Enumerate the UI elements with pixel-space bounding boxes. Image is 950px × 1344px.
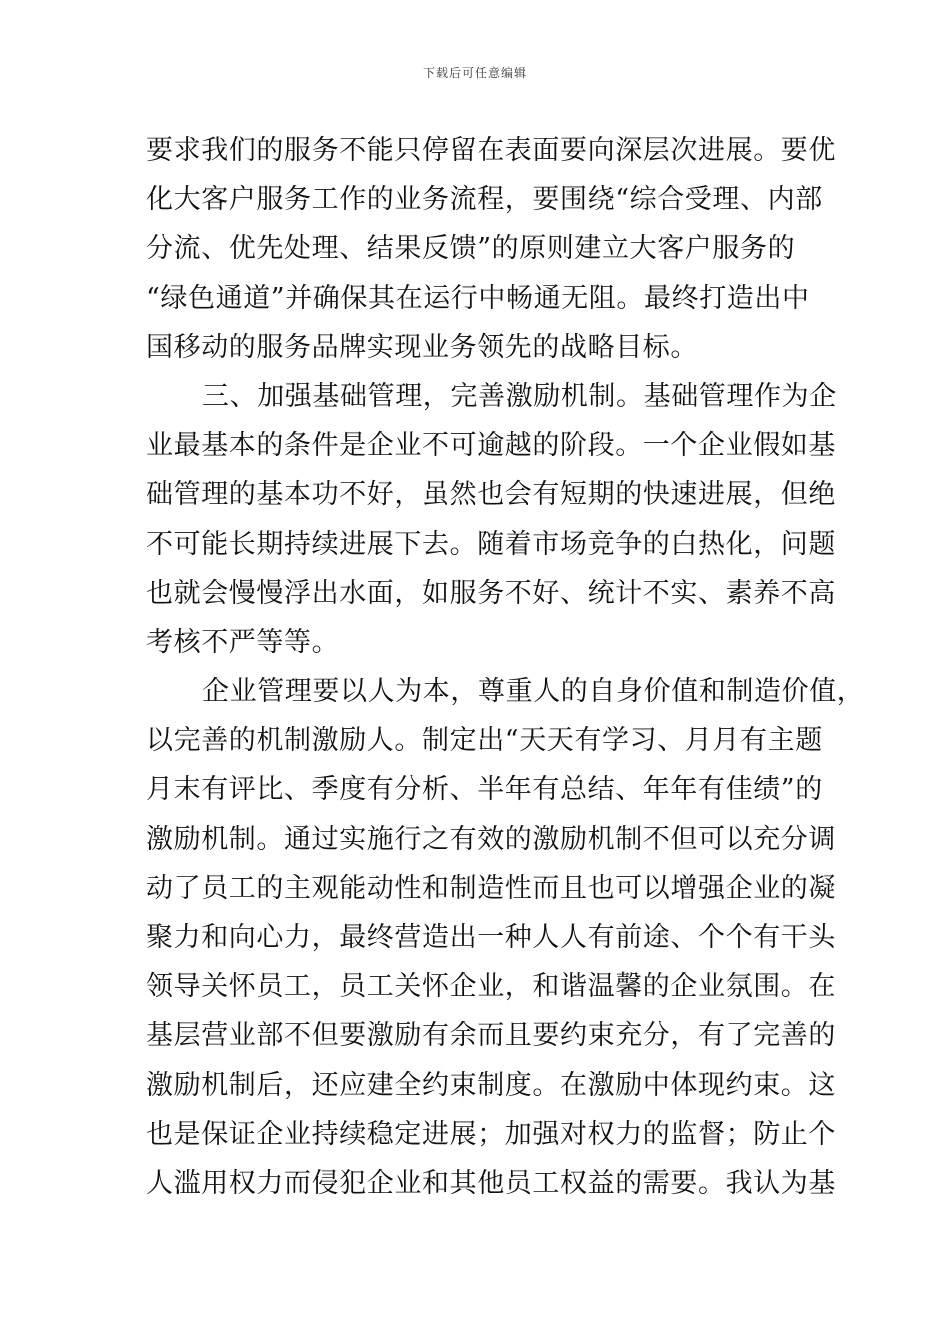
text-line: 人滥用权力而侵犯企业和其他员工权益的需要。我认为基	[146, 1167, 836, 1199]
text-line: 基层营业部不但要激励有余而且要约束充分，有了完善的	[146, 1020, 836, 1052]
text-line: 考核不严等等。	[146, 626, 340, 658]
text-line: 聚力和向心力，最终营造出一种人人有前途、个个有干头	[146, 922, 836, 953]
text-line: 动了员工的主观能动性和制造性而且也可以增强企业的凝	[146, 872, 836, 904]
text-line: 以完善的机制激励人。制定出“天天有学习、月月有主题	[146, 725, 823, 757]
text-line: 领导关怀员工，员工关怀企业，和谐温馨的企业氛围。在	[146, 971, 836, 1003]
text-line: 也是保证企业持续稳定进展；加强对权力的监督；防止个	[146, 1118, 836, 1150]
text-line: 也就会慢慢浮出水面，如服务不好、统计不实、素养不高	[146, 577, 836, 609]
paragraph-start-line: 三、加强基础管理，完善激励机制。基础管理作为企	[202, 380, 837, 412]
page-header-note: 下载后可任意编辑	[422, 66, 527, 80]
text-line: “绿色通道”并确保其在运行中畅通无阻。最终打造出中	[146, 282, 810, 314]
text-line: 国移动的服务品牌实现业务领先的战略目标。	[146, 331, 698, 363]
text-line: 激励机制。通过实施行之有效的激励机制不但可以充分调	[146, 823, 836, 855]
text-line: 化大客户服务工作的业务流程，要围绕“综合受理、内部	[146, 184, 823, 216]
text-line: 础管理的基本功不好，虽然也会有短期的快速进展，但绝	[146, 479, 836, 511]
text-line: 月末有评比、季度有分析、半年有总结、年年有佳绩”的	[146, 774, 823, 806]
text-line: 激励机制后，还应建全约束制度。在激励中体现约束。这	[146, 1069, 836, 1101]
text-line: 分流、优先处理、结果反馈”的原则建立大客户服务的	[146, 233, 796, 265]
text-line: 要求我们的服务不能只停留在表面要向深层次进展。要优	[146, 135, 836, 166]
paragraph-start-line: 企业管理要以人为本，尊重人的自身价值和制造价值，	[202, 676, 865, 708]
text-line: 不可能长期持续进展下去。随着市场竞争的白热化，问题	[146, 528, 836, 560]
text-line: 业最基本的条件是企业不可逾越的阶段。一个企业假如基	[146, 430, 836, 462]
body-text	[146, 126, 865, 1208]
